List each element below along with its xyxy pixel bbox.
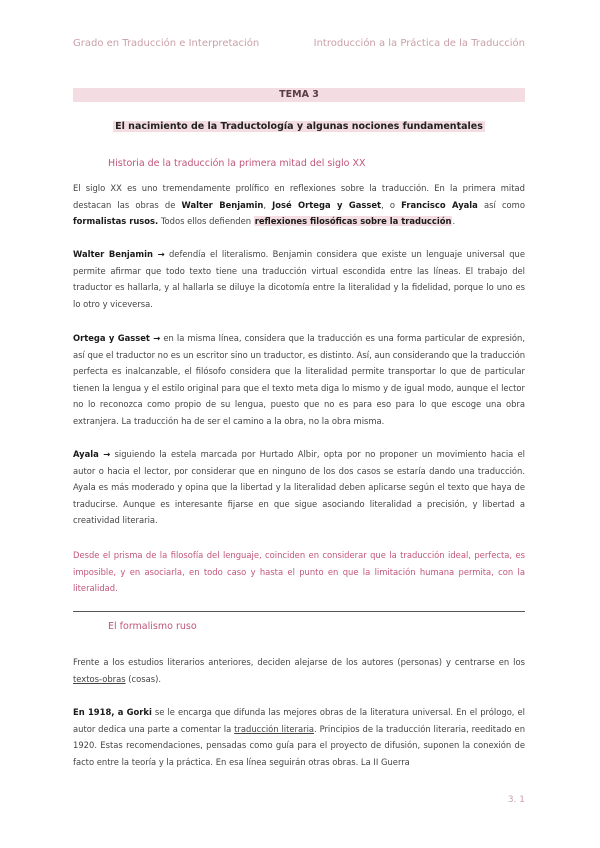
paragraph-intro: El siglo XX es uno tremendamente prolífico en reflexiones sobre la traducción. En la primera mitad destacan las obras de Walter Benjamin, José Ortega y Gasset, o Francisco Ayala así como formalistas rusos. Todos ellos defienden reflexiones filosóficas sobre la traducción. (73, 183, 525, 227)
section-heading-history: Historia de la traducción la primera mitad del siglo XX (108, 158, 366, 169)
tema-banner (73, 88, 525, 102)
paragraph-benjamin: Walter Benjamin → defendía el literalismo. Benjamin considera que existe un lenguaje universal que permite afirmar que todo texto tiene una traducción virtual escondida entre las líneas. El trabajo del traductor es hallarla, y al hallarla se diluye la dicotomía entre la literalidad y la fidelidad, porque lo uno es lo otro y viceversa. (73, 249, 525, 309)
paragraph-gorki: En 1918, a Gorki se le encarga que difunda las mejores obras de la literatura universal. En el prólogo, el autor dedica una parte a comentar la traducción literaria. Principios de la traducción literaria, reeditado en 1920. Estas recomendaciones, pensadas como guía para el proyecto de difusión, suponen la conexión de facto entre la teoría y la práctica. En esa línea seguirán otras obras. La II Guerra (73, 707, 525, 767)
section-heading-formalism: El formalismo ruso (108, 621, 197, 632)
section-divider (73, 611, 525, 612)
paragraph-formalism: Frente a los estudios literarios anteriores, deciden alejarse de los autores (personas) y centrarse en los textos-obras (cosas). (73, 657, 525, 684)
page-title: El nacimiento de la Traductología y algunas nociones fundamentales (115, 121, 483, 132)
paragraph-ayala: Ayala → siguiendo la estela marcada por Hurtado Albir, opta por no proponer un movimiento hacia el autor o hacia el lector, por considerar que en ninguno de los dos casos se estaría dando una traducción. Ayala es más moderado y opina que la libertad y la literalidad deben aplicarse según el texto que haya de traducirse. Aunque es interesante fijarse en que sigue asociando literalidad a precisión, y libertad a creatividad literaria. (73, 449, 526, 526)
page-number: 3. 1 (507, 795, 525, 805)
highlight-quote: Desde el prisma de la filosofía del lenguaje, coinciden en considerar que la traducción ideal, perfecta, es imposible, y en asociarla, en todo caso y hasta el punto en que la limitación humana permita, con la literalidad. (73, 550, 525, 594)
paragraph-ortega: Ortega y Gasset → en la misma línea, considera que la traducción es una forma particular de expresión, así que el traductor no es un escritor sino un traductor, es distinto. Así, aun considerando que la traducción perfecta es inalcanzable, el filósofo considera que la literalidad permite transportar lo que de particular tienen la lengua y el estilo original para que el texto meta diga lo mismo y de igual modo, aunque el lector no lo reconozca como propio de su lengua, puesto que no es para eso para lo que escoge una obra extranjera. La traducción ha de ser el camino a la obra, no la obra misma. (73, 333, 525, 426)
header-course: Grado en Traducción e Interpretación (73, 38, 260, 49)
tema-label: TEMA 3 (279, 89, 319, 100)
header-subject: Introducción a la Práctica de la Traducción (313, 38, 525, 49)
